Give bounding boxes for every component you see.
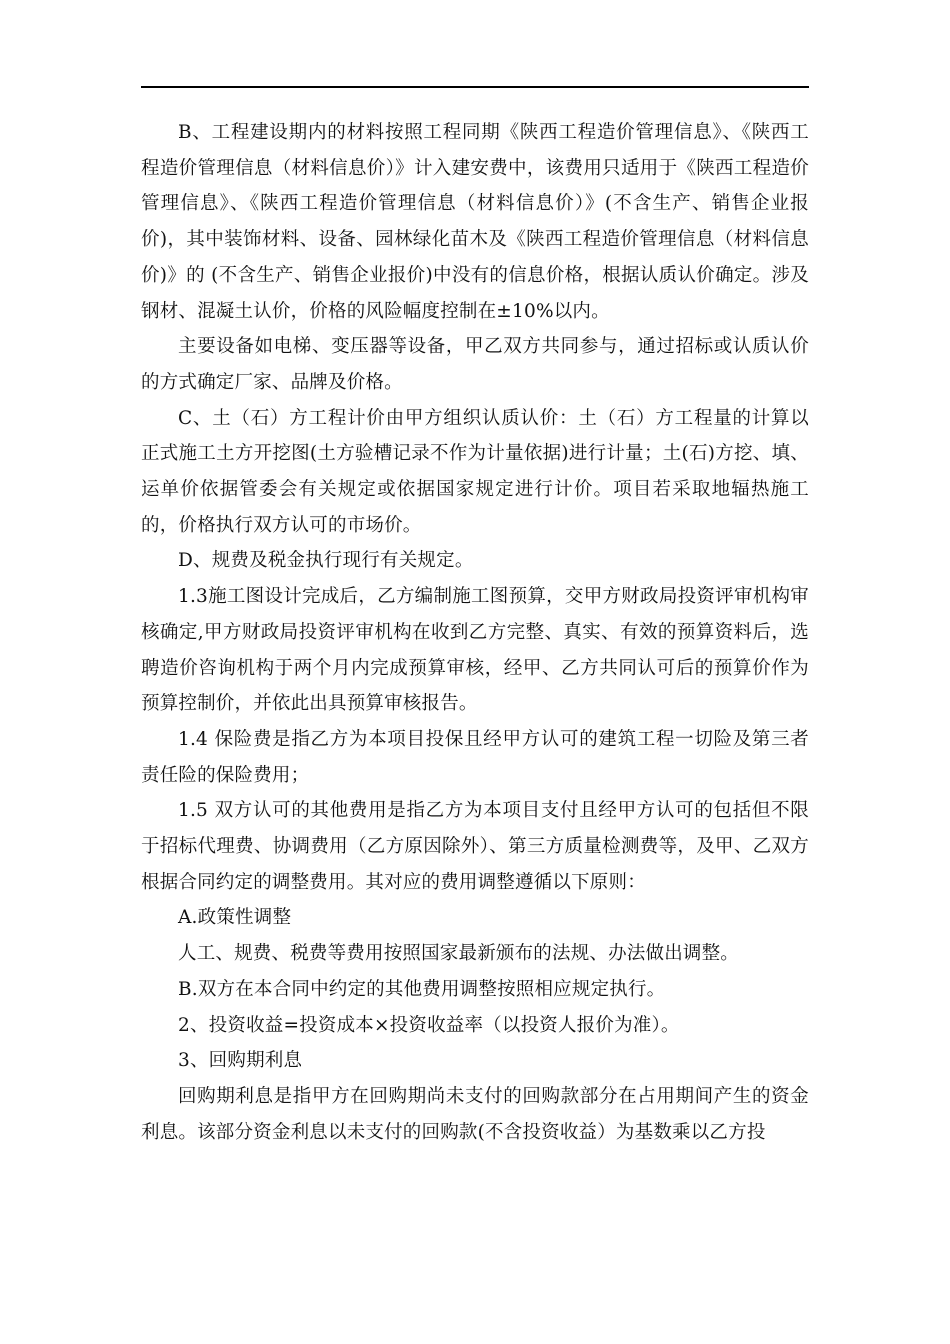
document-body <box>141 115 809 1150</box>
paragraph-buyback-interest-heading: 3、回购期利息 <box>178 1050 303 1072</box>
paragraph-earthwork-pricing: C、土（石）方工程计价由甲方组织认质认价：土（石）方工程量的计算以正式施工土方开挖图(土方验槽记录不作为计量依据)进行计量；土(石)方挖、填、运单价依据管委会有关规定或依据国家规定进行计价。项目若采取地辐热施工的，价格执行双方认可的市场价。 <box>141 407 809 536</box>
paragraph-buyback-interest: 回购期利息是指甲方在回购期尚未支付的回购款部分在占用期间产生的资金利息。该部分资金利息以未支付的回购款(不含投资收益）为基数乘以乙方投 <box>141 1085 809 1143</box>
header-rule <box>141 86 809 88</box>
paragraph-budget-review: 1.3施工图设计完成后，乙方编制施工图预算，交甲方财政局投资评审机构审核确定,甲方财政局投资评审机构在收到乙方完整、真实、有效的预算资料后，选聘造价咨询机构于两个月内完成预算审核，经甲、乙方共同认可后的预算价作为预算控制价，并依此出具预算审核报告。 <box>141 586 809 715</box>
paragraph-material-pricing: B、工程建设期内的材料按照工程同期《陕西工程造价管理信息》、《陕西工程造价管理信息（材料信息价）》计入建安费中，该费用只适用于《陕西工程造价管理信息》、《陕西工程造价管理信息（材料信息价）》(不含生产、销售企业报价)，其中装饰材料、设备、园林绿化苗木及《陕西工程造价管理信息（材料信息价)》的 (不含生产、销售企业报价)中没有的信息价格，根据认质认价确定。涉及钢材、混凝土认价，价格的风险幅度控制在±10%以内。 <box>141 122 809 322</box>
paragraph-labor-adjustment: 人工、规费、税费等费用按照国家最新颁布的法规、办法做出调整。 <box>178 943 740 965</box>
paragraph-insurance: 1.4 保险费是指乙方为本项目投保且经甲方认可的建筑工程一切险及第三者责任险的保险费用； <box>141 728 809 786</box>
paragraph-main-equipment: 主要设备如电梯、变压器等设备，甲乙双方共同参与，通过招标或认质认价的方式确定厂家、品牌及价格。 <box>141 336 809 393</box>
paragraph-policy-adjustment: A.政策性调整 <box>178 907 292 929</box>
paragraph-investment-return: 2、投资收益=投资成本×投资收益率（以投资人报价为准）。 <box>178 1014 680 1036</box>
paragraph-other-fees: 1.5 双方认可的其他费用是指乙方为本项目支付且经甲方认可的包括但不限于招标代理费、协调费用（乙方原因除外）、第三方质量检测费等，及甲、乙双方根据合同约定的调整费用。其对应的费用调整遵循以下原则： <box>141 800 809 893</box>
paragraph-fees-taxes: D、规费及税金执行现行有关规定。 <box>178 550 474 572</box>
paragraph-other-adjustment: B.双方在本合同中约定的其他费用调整按照相应规定执行。 <box>178 978 666 1000</box>
